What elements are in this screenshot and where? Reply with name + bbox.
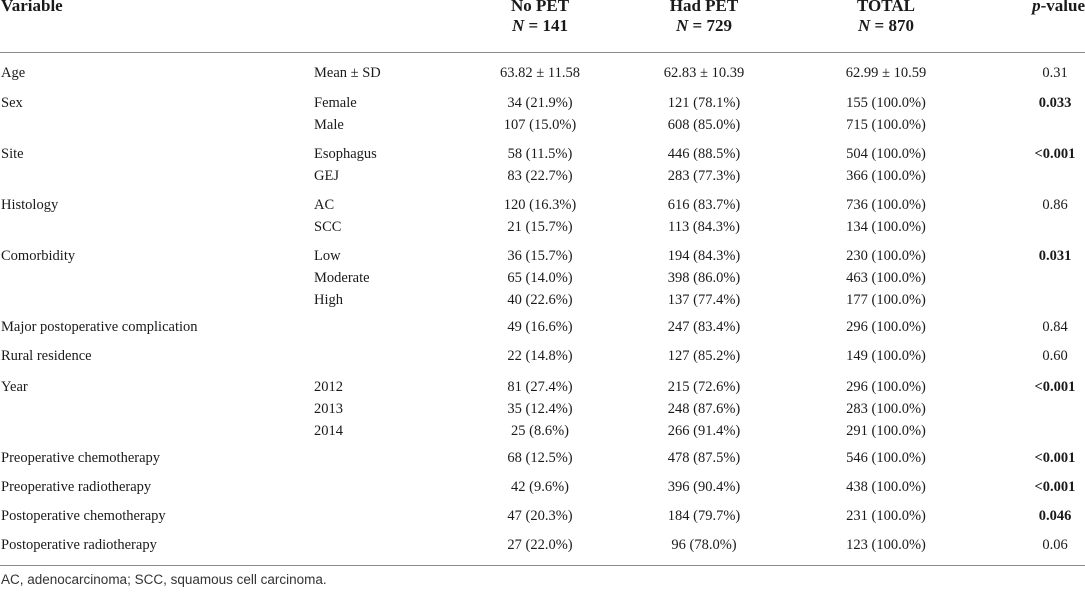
- table-group: [0, 194, 1085, 238]
- table-bottom-rule: [0, 565, 1085, 566]
- table-row: [0, 245, 1085, 267]
- no-pet-cell: 21 (15.7%): [507, 219, 573, 235]
- had-pet-cell: 266 (91.4%): [667, 423, 741, 439]
- table-row: [0, 114, 1085, 136]
- table-row: [0, 165, 1085, 187]
- variable-cell: Site: [1, 146, 24, 162]
- header-variable: Variable: [1, 0, 63, 15]
- had-pet-cell: 96 (78.0%): [671, 537, 737, 553]
- header-had-pet-n: N = 729: [676, 16, 732, 35]
- had-pet-cell: 62.83 ± 10.39: [663, 65, 745, 81]
- table-footnote: AC, adenocarcinoma; SCC, squamous cell carcinoma.: [1, 572, 327, 587]
- variable-cell: Year: [1, 379, 28, 395]
- no-pet-cell: 107 (15.0%): [503, 117, 577, 133]
- no-pet-cell: 36 (15.7%): [507, 248, 573, 264]
- total-cell: 283 (100.0%): [846, 401, 926, 417]
- header-no-pet-label: No PET: [510, 0, 570, 15]
- had-pet-cell: 121 (78.1%): [667, 95, 741, 111]
- p-value-cell: <0.001: [1034, 450, 1076, 466]
- p-value-cell: <0.001: [1034, 379, 1076, 395]
- table-row: [0, 345, 1085, 367]
- table-row: [0, 476, 1085, 498]
- table-row: [0, 316, 1085, 338]
- p-value-cell: 0.31: [1042, 65, 1068, 81]
- had-pet-cell: 608 (85.0%): [667, 117, 741, 133]
- variable-cell: Major postoperative complication: [1, 319, 198, 335]
- header-total-label: TOTAL: [857, 0, 915, 15]
- no-pet-cell: 83 (22.7%): [507, 168, 573, 184]
- no-pet-cell: 63.82 ± 11.58: [500, 65, 580, 81]
- header-had-pet: [604, 0, 804, 36]
- subcategory-cell: 2012: [314, 379, 343, 395]
- table-group: [0, 476, 1085, 498]
- total-cell: 291 (100.0%): [846, 423, 926, 439]
- table-row: [0, 267, 1085, 289]
- p-value-cell: <0.001: [1034, 146, 1076, 162]
- no-pet-cell: 65 (14.0%): [507, 270, 573, 286]
- had-pet-cell: 127 (85.2%): [667, 348, 741, 364]
- subcategory-cell: 2013: [314, 401, 343, 417]
- total-cell: 62.99 ± 10.59: [845, 65, 927, 81]
- had-pet-cell: 396 (90.4%): [667, 479, 741, 495]
- total-cell: 296 (100.0%): [846, 379, 926, 395]
- total-cell: 546 (100.0%): [846, 450, 926, 466]
- table-row: [0, 447, 1085, 469]
- had-pet-cell: 184 (79.7%): [667, 508, 741, 524]
- variable-cell: Sex: [1, 95, 23, 111]
- table-group: [0, 345, 1085, 367]
- table-group: [0, 316, 1085, 338]
- no-pet-cell: 42 (9.6%): [511, 479, 569, 495]
- no-pet-cell: 22 (14.8%): [507, 348, 573, 364]
- had-pet-cell: 113 (84.3%): [668, 219, 740, 235]
- subcategory-cell: High: [314, 292, 343, 308]
- p-value-cell: 0.86: [1042, 197, 1068, 213]
- had-pet-cell: 194 (84.3%): [667, 248, 741, 264]
- variable-cell: Postoperative chemotherapy: [1, 508, 166, 524]
- had-pet-cell: 398 (86.0%): [667, 270, 741, 286]
- table-header: [0, 0, 1085, 53]
- had-pet-cell: 478 (87.5%): [667, 450, 741, 466]
- header-total: [786, 0, 986, 36]
- no-pet-cell: 49 (16.6%): [507, 319, 573, 335]
- had-pet-cell: 247 (83.4%): [667, 319, 741, 335]
- header-total-n: N = 870: [858, 16, 914, 35]
- variable-cell: Histology: [1, 197, 59, 213]
- table-row: [0, 505, 1085, 527]
- variable-cell: Rural residence: [1, 348, 92, 364]
- variable-cell: Preoperative radiotherapy: [1, 479, 152, 495]
- subcategory-cell: Moderate: [314, 270, 370, 286]
- total-cell: 231 (100.0%): [846, 508, 926, 524]
- table-group: [0, 62, 1085, 84]
- subcategory-cell: Esophagus: [314, 146, 377, 162]
- no-pet-cell: 81 (27.4%): [507, 379, 573, 395]
- had-pet-cell: 248 (87.6%): [667, 401, 741, 417]
- table-row: [0, 376, 1085, 398]
- subcategory-cell: Low: [314, 248, 341, 264]
- total-cell: 155 (100.0%): [846, 95, 926, 111]
- p-value-cell: 0.06: [1042, 537, 1068, 553]
- total-cell: 177 (100.0%): [846, 292, 926, 308]
- table-row: [0, 62, 1085, 84]
- no-pet-cell: 58 (11.5%): [507, 146, 573, 162]
- total-cell: 149 (100.0%): [846, 348, 926, 364]
- no-pet-cell: 27 (22.0%): [507, 537, 573, 553]
- total-cell: 736 (100.0%): [846, 197, 926, 213]
- total-cell: 134 (100.0%): [846, 219, 926, 235]
- table-row: [0, 216, 1085, 238]
- p-value-cell: 0.033: [1038, 95, 1072, 111]
- variable-cell: Preoperative chemotherapy: [1, 450, 161, 466]
- total-cell: 463 (100.0%): [846, 270, 926, 286]
- subcategory-cell: GEJ: [314, 168, 339, 184]
- total-cell: 438 (100.0%): [846, 479, 926, 495]
- table-row: [0, 194, 1085, 216]
- table-group: [0, 447, 1085, 469]
- table-group: [0, 505, 1085, 527]
- no-pet-cell: 68 (12.5%): [507, 450, 573, 466]
- had-pet-cell: 446 (88.5%): [667, 146, 741, 162]
- no-pet-cell: 47 (20.3%): [507, 508, 573, 524]
- subcategory-cell: AC: [314, 197, 335, 213]
- subcategory-cell: Male: [314, 117, 344, 133]
- no-pet-cell: 40 (22.6%): [507, 292, 573, 308]
- table-group: [0, 143, 1085, 187]
- table-row: [0, 289, 1085, 311]
- table-row: [0, 92, 1085, 114]
- variable-cell: Comorbidity: [1, 248, 76, 264]
- table-group: [0, 376, 1085, 442]
- total-cell: 715 (100.0%): [846, 117, 926, 133]
- no-pet-cell: 120 (16.3%): [503, 197, 577, 213]
- table-group: [0, 534, 1085, 556]
- table-row: [0, 420, 1085, 442]
- subcategory-cell: 2014: [314, 423, 343, 439]
- p-value-cell: 0.60: [1042, 348, 1068, 364]
- had-pet-cell: 137 (77.4%): [667, 292, 741, 308]
- header-no-pet-n: N = 141: [512, 16, 568, 35]
- table-row: [0, 534, 1085, 556]
- p-value-cell: <0.001: [1034, 479, 1076, 495]
- p-value-cell: 0.031: [1038, 248, 1072, 264]
- had-pet-cell: 215 (72.6%): [667, 379, 741, 395]
- variable-cell: Postoperative radiotherapy: [1, 537, 157, 553]
- header-had-pet-label: Had PET: [669, 0, 739, 15]
- variable-cell: Age: [1, 65, 26, 81]
- table-group: [0, 245, 1085, 311]
- had-pet-cell: 283 (77.3%): [667, 168, 741, 184]
- table-group: [0, 92, 1085, 136]
- total-cell: 230 (100.0%): [846, 248, 926, 264]
- no-pet-cell: 25 (8.6%): [511, 423, 569, 439]
- total-cell: 366 (100.0%): [846, 168, 926, 184]
- total-cell: 123 (100.0%): [846, 537, 926, 553]
- subcategory-cell: Female: [314, 95, 357, 111]
- subcategory-cell: SCC: [314, 219, 342, 235]
- p-value-cell: 0.84: [1042, 319, 1068, 335]
- had-pet-cell: 616 (83.7%): [667, 197, 741, 213]
- total-cell: 296 (100.0%): [846, 319, 926, 335]
- no-pet-cell: 35 (12.4%): [507, 401, 573, 417]
- table-row: [0, 398, 1085, 420]
- total-cell: 504 (100.0%): [846, 146, 926, 162]
- header-p-value: p-value: [1032, 0, 1085, 15]
- subcategory-cell: Mean ± SD: [314, 65, 381, 81]
- p-value-cell: 0.046: [1038, 508, 1072, 524]
- no-pet-cell: 34 (21.9%): [507, 95, 573, 111]
- table-row: [0, 143, 1085, 165]
